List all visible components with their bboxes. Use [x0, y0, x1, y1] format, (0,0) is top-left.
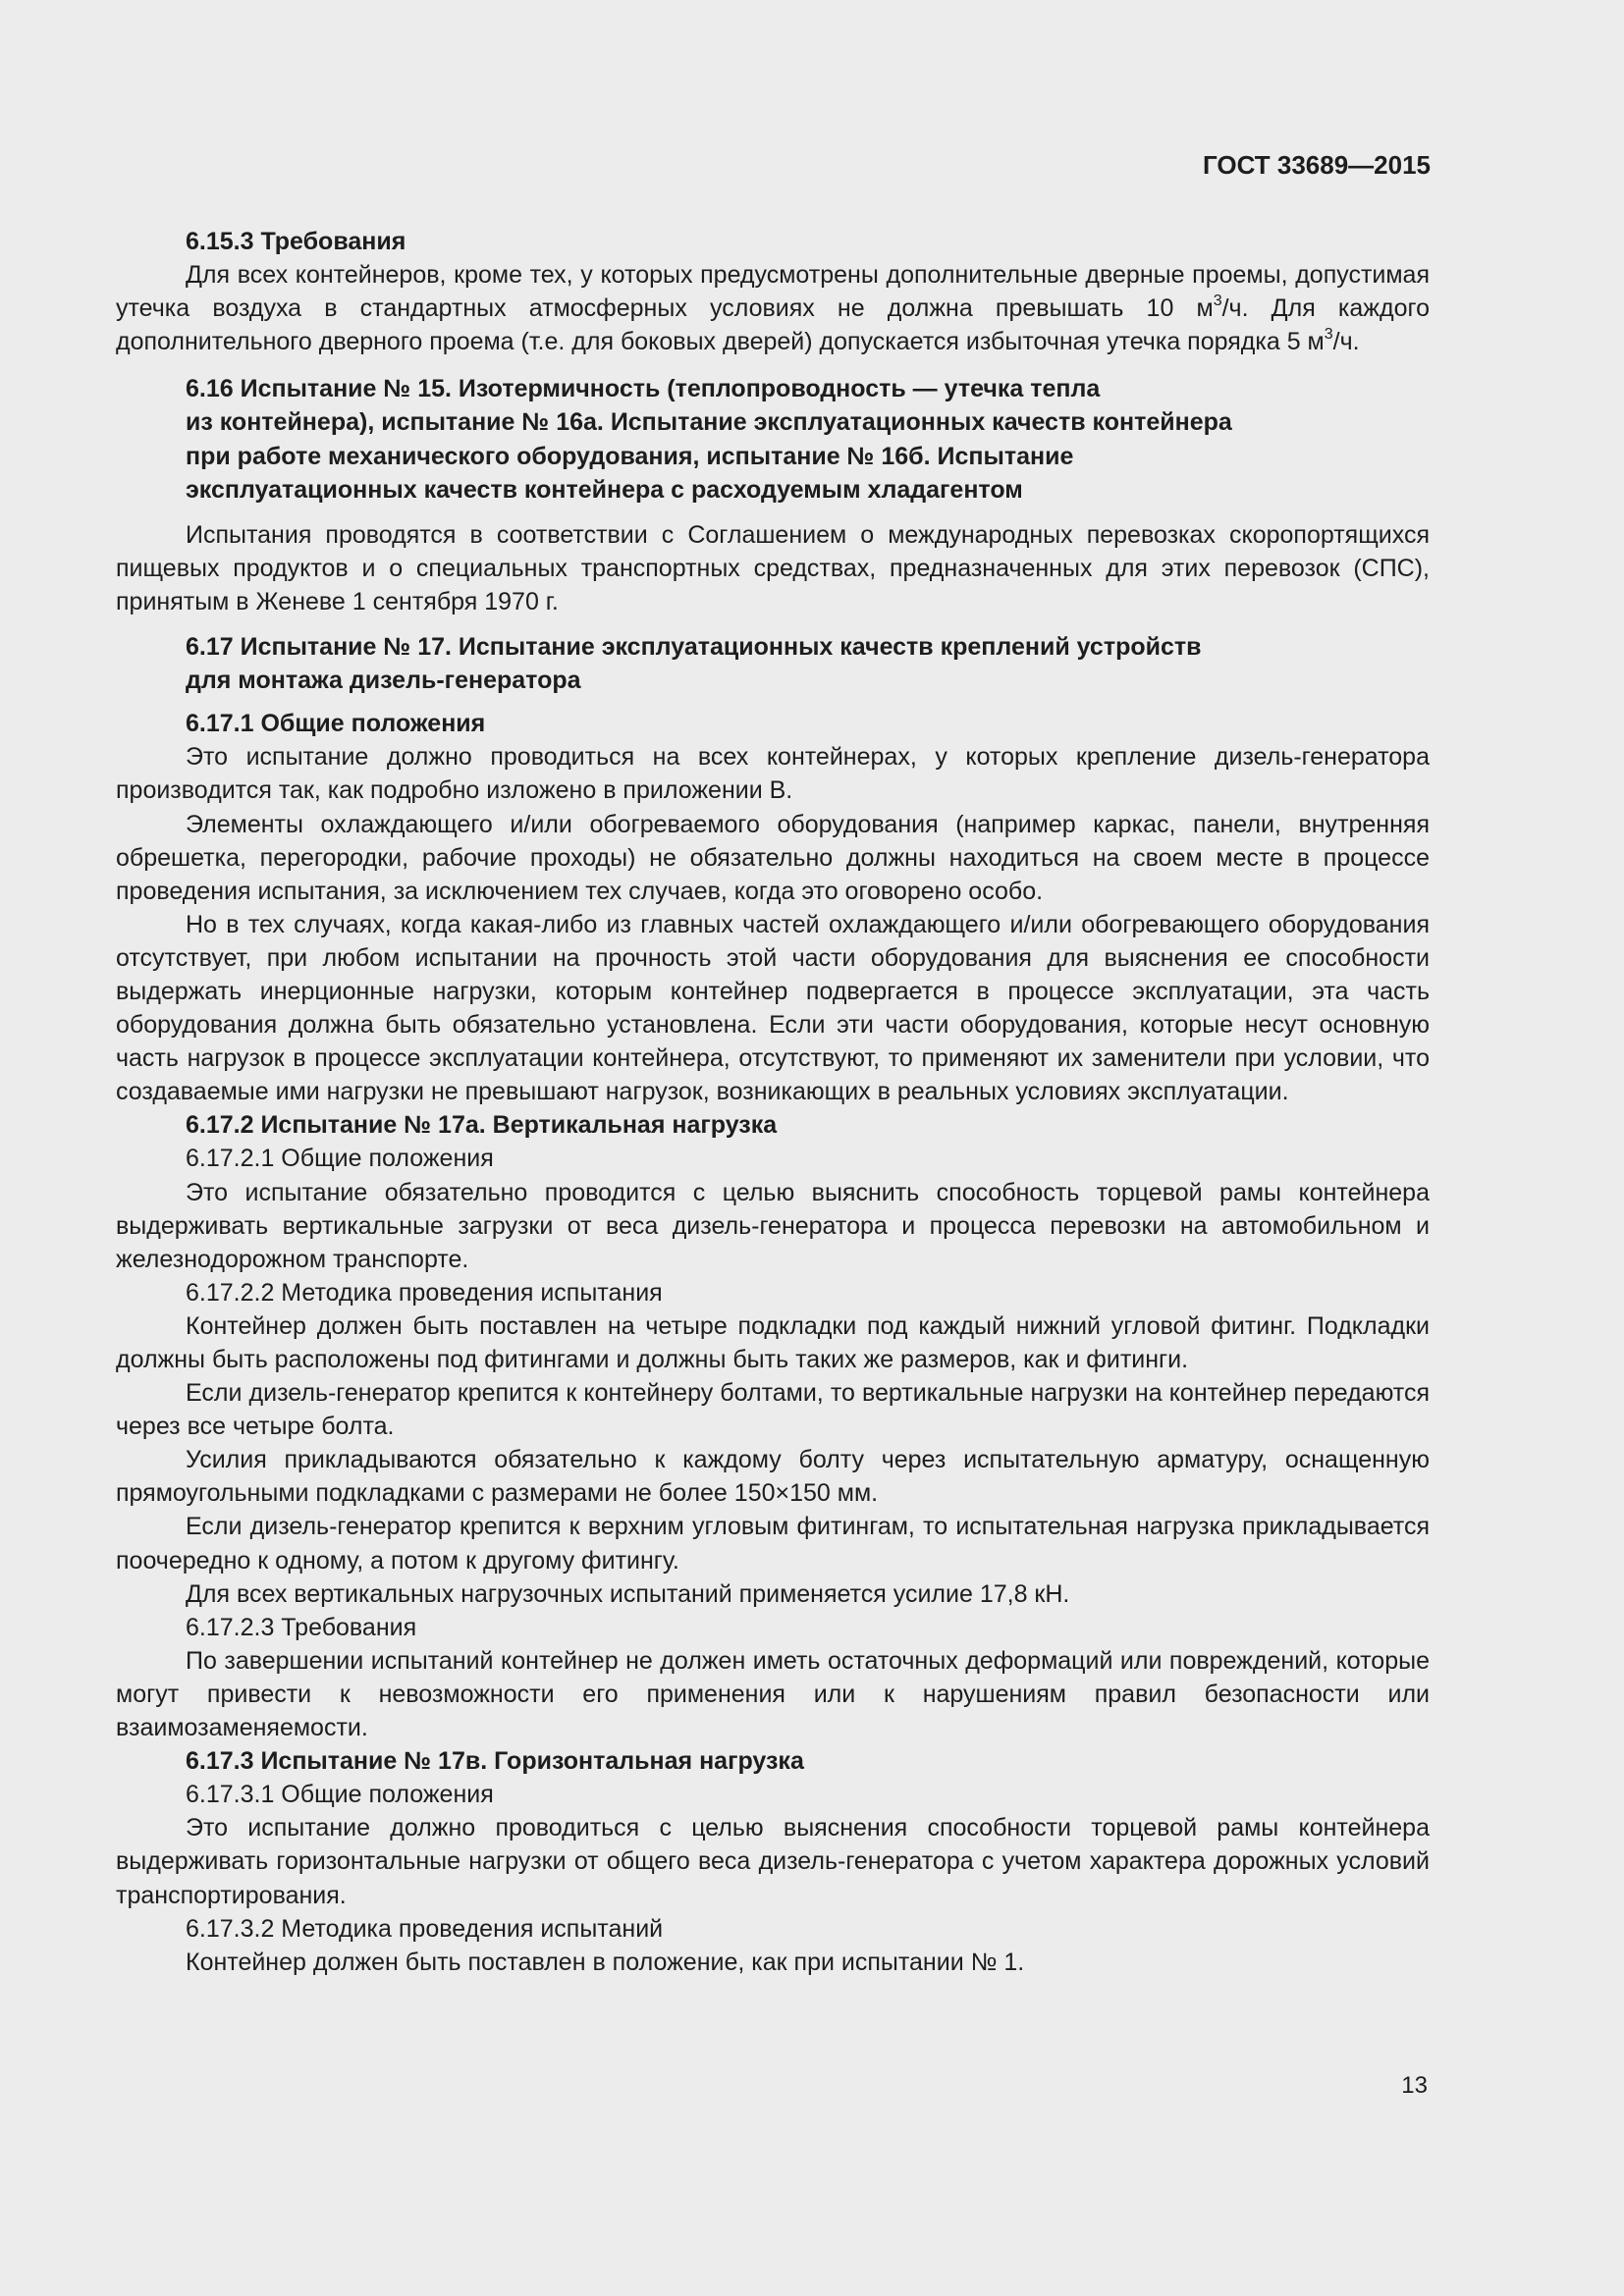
heading-line: для монтажа дизель-генератора: [186, 667, 581, 695]
subsection-heading-6-17-2-1: 6.17.2.1 Общие положения: [186, 1145, 494, 1173]
heading-line: при работе механического оборудования, испытание № 16б. Испытание: [186, 442, 1074, 470]
paragraph-6-17-2-2-d: Если дизель-генератор крепится к верхним угловым фитингам, то испытательная нагрузка прикладывается поочередно к одному, а потом к другому фитингу.: [116, 1513, 1430, 1575]
paragraph-6-17-1-b: Элементы охлаждающего и/или обогреваемого оборудования (например каркас, панели, внутренняя обрешетка, перегородки, рабочие проходы) не обязательно должны находиться на своем месте в процессе проведения испытания, за исключением тех случаев, когда это оговорено особо.: [116, 810, 1430, 905]
section-heading-6-15-3: 6.15.3 Требования: [186, 228, 406, 255]
paragraph-6-17-2-2-e: Для всех вертикальных нагрузочных испытаний применяется усилие 17,8 кН.: [186, 1579, 1070, 1608]
paragraph-6-17-2-3: По завершении испытаний контейнер не должен иметь остаточных деформаций или повреждений, которые могут привести к невозможности его применения или к нарушениям правил безопасности или взаимозаменяемости.: [116, 1646, 1430, 1742]
heading-line: 6.17 Испытание № 17. Испытание эксплуатационных качеств креплений устройств: [186, 633, 1202, 662]
section-heading-6-17: [116, 630, 1430, 697]
subsection-heading-6-17-3-1: 6.17.3.1 Общие положения: [186, 1781, 494, 1809]
subsection-heading-6-17-2-2: 6.17.2.2 Методика проведения испытания: [186, 1278, 663, 1307]
section-heading-6-17-3: 6.17.3 Испытание № 17в. Горизонтальная нагрузка: [186, 1747, 804, 1776]
paragraph-6-17-1-a: Это испытание должно проводиться на всех контейнерах, у которых крепление дизель-генератора производится так, как подробно изложено в приложении В.: [116, 743, 1430, 805]
document-code: ГОСТ 33689—2015: [1203, 150, 1431, 180]
paragraph-6-17-2-2-b: Если дизель-генератор крепится к контейнеру болтами, то вертикальные нагрузки на контейнер передаются через все четыре болта.: [116, 1379, 1430, 1441]
section-heading-6-16: [116, 372, 1430, 506]
heading-line: 6.16 Испытание № 15. Изотермичность (теплопроводность — утечка тепла: [186, 375, 1101, 403]
paragraph-6-17-2-1: Это испытание обязательно проводится с целью выяснить способность торцевой рамы контейнера выдерживать вертикальные загрузки от веса дизель-генератора и процесса перевозки на автомобильном и железнодорожном транспорте.: [116, 1178, 1430, 1273]
paragraph-6-15-3: [116, 258, 1430, 358]
paragraph-6-17-3-2: Контейнер должен быть поставлен в положение, как при испытании № 1.: [186, 1948, 1025, 1976]
document-body: [116, 225, 1430, 1979]
paragraph-text: /ч.: [1332, 328, 1360, 356]
subsection-heading-6-17-2-3: 6.17.2.3 Требования: [186, 1613, 417, 1641]
superscript: 3: [1213, 293, 1222, 310]
subsection-heading-6-17-3-2: 6.17.3.2 Методика проведения испытаний: [186, 1914, 664, 1943]
paragraph-text: /ч. Для каждого дополнительного дверного проема (т.е. для боковых дверей) допускается избыточная утечка порядка 5 м: [116, 294, 1430, 356]
paragraph-6-17-1-c: Но в тех случаях, когда какая-либо из главных частей охлаждающего и/или обогревающего оборудования отсутствует, при любом испытании на прочность этой части оборудования для выяснения ее способности выдержать инерционные нагрузки, которым контейнер подвергается в процессе эксплуатации, эта часть оборудования должна быть обязательно установлена. Если эти части оборудования, которые несут основную часть нагрузок в процессе эксплуатации контейнера, отсутствуют, то применяют их заменители при условии, что создаваемые ими нагрузки не превышают нагрузок, возникающих в реальных условиях эксплуатации.: [116, 910, 1430, 1106]
heading-line: из контейнера), испытание № 16а. Испытание эксплуатационных качеств контейнера: [186, 408, 1232, 437]
section-heading-6-17-2: 6.17.2 Испытание № 17а. Вертикальная нагрузка: [186, 1111, 778, 1140]
heading-line: эксплуатационных качеств контейнера с расходуемым хладагентом: [186, 475, 1023, 504]
paragraph-6-17-3-1: Это испытание должно проводиться с целью выяснения способности торцевой рамы контейнера выдерживать горизонтальные нагрузки от общего веса дизель-генератора с учетом характера дорожных условий транспортирования.: [116, 1814, 1430, 1909]
superscript: 3: [1324, 326, 1333, 344]
page-number: 13: [1401, 2072, 1428, 2099]
paragraph-6-16: Испытания проводятся в соответствии с Соглашением о международных перевозках скоропортящихся пищевых продуктов и о специальных транспортных средствах, предназначенных для этих перевозок (СПС), принятым в Женеве 1 сентября 1970 г.: [116, 520, 1430, 615]
section-heading-6-17-1: 6.17.1 Общие положения: [186, 710, 486, 738]
paragraph-6-17-2-2-c: Усилия прикладываются обязательно к каждому болту через испытательную арматуру, оснащенную прямоугольными подкладками с размерами не более 150×150 мм.: [116, 1446, 1430, 1508]
paragraph-6-17-2-2-a: Контейнер должен быть поставлен на четыре подкладки под каждый нижний угловой фитинг. Подкладки должны быть расположены под фитингами и должны быть таких же размеров, как и фитинги.: [116, 1311, 1430, 1373]
paragraph-text: Для всех контейнеров, кроме тех, у которых предусмотрены дополнительные дверные проемы, допустимая утечка воздуха в стандартных атмосферных условиях не должна превышать 10 м: [116, 261, 1430, 323]
